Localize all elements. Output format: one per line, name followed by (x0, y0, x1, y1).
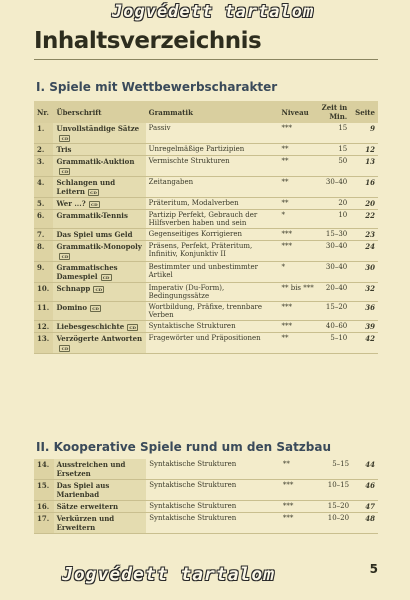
table-row (34, 333, 378, 354)
duration-text: 5–15 (332, 460, 350, 468)
page-ref-text: 9 (370, 124, 375, 133)
level (280, 459, 319, 480)
header-grammar: Grammatik (146, 101, 279, 123)
level (278, 241, 317, 262)
page-ref (350, 321, 378, 333)
page-ref (352, 459, 378, 480)
grammar-topic (146, 198, 279, 210)
duration (319, 480, 352, 501)
header-time: Zeit in Min. (317, 101, 350, 123)
page-ref-text: 13 (365, 157, 375, 166)
duration (317, 123, 350, 144)
level-text: ** (281, 178, 289, 186)
level (278, 144, 317, 156)
row-number (34, 333, 53, 354)
level (280, 501, 319, 513)
level (278, 177, 317, 198)
row-number (34, 177, 53, 198)
grammar-topic-text: Syntaktische Strukturen (149, 514, 237, 522)
grammar-topic (146, 123, 279, 144)
table-header-row (34, 101, 378, 123)
level (278, 321, 317, 333)
grammar-topic-text: Syntaktische Strukturen (148, 322, 236, 330)
contents-table-2 (34, 459, 378, 534)
duration (317, 262, 350, 283)
row-number (34, 144, 53, 156)
page-ref-text: 32 (365, 284, 375, 293)
game-title-text: Verzögerte Antworten (56, 334, 143, 343)
header-nr: Nr. (34, 101, 53, 123)
cd-icon: CD (90, 305, 101, 312)
grammar-topic-text: Wortbildung, Präfixe, trennbare Verben (148, 303, 263, 319)
game-title (53, 210, 145, 229)
page-ref (350, 144, 378, 156)
page-ref-text: 22 (365, 211, 375, 220)
duration (319, 459, 352, 480)
level-text: *** (281, 230, 292, 238)
grammar-topic-text: Präsens, Perfekt, Präteritum, Infinitiv, Konjunktiv II (148, 242, 253, 258)
row-number (34, 210, 53, 229)
table-row (34, 480, 378, 501)
level-text: *** (281, 124, 292, 132)
game-title (53, 241, 145, 262)
game-title-text: Grammatik-Monopoly (56, 242, 142, 251)
row-number-text: 16. (37, 502, 50, 511)
game-title (53, 156, 145, 177)
row-number-text: 15. (37, 481, 50, 490)
game-title-text: Das Spiel ums Geld (56, 230, 133, 239)
grammar-topic-text: Syntaktische Strukturen (149, 481, 237, 489)
duration-text: 20–40 (325, 284, 348, 292)
grammar-topic-text: Gegenseitiges Korrigieren (148, 230, 243, 238)
duration-text: 10–15 (327, 481, 350, 489)
duration-text: 15 (338, 145, 348, 153)
duration (317, 156, 350, 177)
table-row (34, 198, 378, 210)
page-ref-text: 16 (365, 178, 375, 187)
page-ref-text: 44 (365, 460, 375, 469)
cd-icon: CD (89, 201, 100, 208)
table-row (34, 302, 378, 321)
page-ref (352, 480, 378, 501)
game-title (53, 144, 145, 156)
duration-text: 15–20 (327, 502, 350, 510)
row-number-text: 17. (37, 514, 50, 523)
table-row (34, 262, 378, 283)
grammar-topic-text: Syntaktische Strukturen (149, 460, 237, 468)
page-ref-text: 12 (365, 145, 375, 154)
duration-text: 15–30 (325, 230, 348, 238)
level-text: ** (282, 460, 290, 468)
level-text: * (281, 263, 285, 271)
row-number-text: 1. (37, 124, 45, 133)
level (278, 302, 317, 321)
row-number (34, 283, 53, 302)
row-number-text: 6. (37, 211, 45, 220)
page-ref (350, 123, 378, 144)
grammar-topic (146, 333, 279, 354)
grammar-topic-text: Fragewörter und Präpositionen (148, 334, 261, 342)
game-title (53, 198, 145, 210)
game-title-text: Ausstreichen und Ersetzen (56, 460, 126, 478)
watermark-bottom: Jogvédett tartalom (62, 564, 276, 585)
duration-text: 40–60 (325, 322, 348, 330)
level (278, 123, 317, 144)
grammar-topic-text: Vermischte Strukturen (148, 157, 230, 165)
row-number (34, 302, 53, 321)
row-number (34, 229, 53, 241)
row-number (34, 123, 53, 144)
grammar-topic (146, 156, 279, 177)
cd-icon: CD (59, 253, 70, 260)
page-ref (350, 283, 378, 302)
duration-text: 5–10 (330, 334, 348, 342)
level-text: *** (281, 303, 292, 311)
grammar-topic-text: Bestimmter und unbestimmter Artikel (148, 263, 258, 279)
page-ref (350, 333, 378, 354)
grammar-topic (146, 177, 279, 198)
duration (317, 333, 350, 354)
row-number (34, 501, 54, 513)
table-row (34, 144, 378, 156)
level-text: ** (281, 334, 289, 342)
game-title-text: Wer ...? (56, 199, 86, 208)
row-number-text: 8. (37, 242, 45, 251)
page-ref (350, 229, 378, 241)
game-title-text: Grammatik-Tennis (56, 211, 128, 220)
game-title-text: Grammatisches Damespiel (56, 263, 118, 281)
page-ref (350, 177, 378, 198)
level (278, 333, 317, 354)
duration (317, 283, 350, 302)
duration-text: 30–40 (325, 178, 348, 186)
header-level: Niveau (278, 101, 317, 123)
grammar-topic (146, 459, 280, 480)
row-number (34, 198, 53, 210)
table-row (34, 241, 378, 262)
cd-icon: CD (59, 135, 70, 142)
duration-text: 15 (338, 124, 348, 132)
duration (317, 321, 350, 333)
game-title (53, 229, 145, 241)
title-rule (34, 59, 378, 60)
page-ref-text: 24 (365, 242, 375, 251)
level (278, 210, 317, 229)
duration (317, 144, 350, 156)
duration (319, 501, 352, 513)
table-row (34, 283, 378, 302)
game-title-text: Sätze erweitern (56, 502, 119, 511)
page-title: Inhaltsverzeichnis (34, 28, 262, 54)
row-number (34, 321, 53, 333)
row-number-text: 12. (37, 322, 50, 331)
duration-text: 15–20 (325, 303, 348, 311)
game-title (53, 302, 145, 321)
level (280, 513, 319, 534)
page-ref (352, 513, 378, 534)
row-number-text: 13. (37, 334, 50, 343)
grammar-topic (146, 302, 279, 321)
contents-table-1 (34, 101, 378, 354)
game-title-text: Schlangen und Leitern (56, 178, 116, 196)
game-title (53, 177, 145, 198)
level (280, 480, 319, 501)
level-text: *** (282, 514, 294, 522)
page-ref (350, 198, 378, 210)
page-ref (352, 501, 378, 513)
level-text: ** (281, 145, 289, 153)
level-text: *** (281, 322, 292, 330)
cd-icon: CD (59, 345, 70, 352)
grammar-topic (146, 283, 279, 302)
grammar-topic (146, 262, 279, 283)
watermark-top: Jogvédett tartalom (112, 2, 315, 22)
duration (319, 513, 352, 534)
game-title-text: Domino (56, 303, 88, 312)
page-ref (350, 210, 378, 229)
page-ref-text: 39 (365, 322, 375, 331)
grammar-topic-text: Imperativ (Du-Form), Bedingungssätze (148, 284, 225, 300)
level (278, 229, 317, 241)
duration-text: 10 (338, 211, 348, 219)
row-number-text: 5. (37, 199, 45, 208)
game-title (54, 459, 147, 480)
header-title: Überschrift (53, 101, 145, 123)
grammar-topic-text: Partizip Perfekt, Gebrauch der Hilfsverben haben und sein (148, 211, 258, 227)
page-ref-text: 48 (365, 514, 375, 523)
grammar-topic (146, 229, 279, 241)
row-number-text: 10. (37, 284, 50, 293)
page-ref-text: 46 (365, 481, 375, 490)
row-number (34, 156, 53, 177)
page-ref (350, 262, 378, 283)
game-title (53, 283, 145, 302)
level-text: *** (282, 502, 294, 510)
table-row (34, 321, 378, 333)
game-title (54, 501, 147, 513)
game-title-text: Tris (56, 145, 72, 154)
header-page: Seite (350, 101, 378, 123)
page-ref (350, 241, 378, 262)
row-number-text: 7. (37, 230, 45, 239)
duration-text: 50 (338, 157, 348, 165)
grammar-topic (146, 321, 279, 333)
table-row (34, 513, 378, 534)
row-number-text: 4. (37, 178, 45, 187)
game-title (53, 321, 145, 333)
page-ref (350, 156, 378, 177)
game-title-text: Schnapp (56, 284, 91, 293)
duration-text: 10–20 (327, 514, 350, 522)
game-title-text: Liebesgeschichte (56, 322, 125, 331)
game-title (53, 333, 145, 354)
row-number-text: 9. (37, 263, 45, 272)
level-text: * (281, 211, 285, 219)
cd-icon: CD (88, 189, 99, 196)
table-row (34, 229, 378, 241)
duration (317, 198, 350, 210)
duration (317, 177, 350, 198)
cd-icon: CD (93, 286, 104, 293)
level (278, 262, 317, 283)
game-title (54, 480, 147, 501)
duration (317, 210, 350, 229)
level-text: ** (281, 199, 289, 207)
cd-icon: CD (127, 324, 138, 331)
row-number (34, 262, 53, 283)
grammar-topic-text: Präteritum, Modalverben (148, 199, 239, 207)
grammar-topic-text: Zeitangaben (148, 178, 194, 186)
grammar-topic (146, 501, 280, 513)
row-number-text: 14. (37, 460, 50, 469)
page-ref (350, 302, 378, 321)
grammar-topic-text: Passiv (148, 124, 171, 132)
game-title-text: Grammatik-Auktion (56, 157, 135, 166)
grammar-topic (146, 144, 279, 156)
page-ref-text: 47 (365, 502, 375, 511)
row-number-text: 11. (37, 303, 50, 312)
level-text: ** (281, 157, 289, 165)
page-ref-text: 30 (365, 263, 375, 272)
section-2-title: II. Kooperative Spiele rund um den Satzbau (36, 440, 332, 454)
row-number (34, 513, 54, 534)
row-number (34, 480, 54, 501)
level (278, 283, 317, 302)
table-row (34, 210, 378, 229)
game-title (53, 262, 145, 283)
grammar-topic (146, 513, 280, 534)
row-number (34, 459, 54, 480)
duration (317, 241, 350, 262)
grammar-topic-text: Unregelmäßige Partizipien (148, 145, 245, 153)
table-row (34, 459, 378, 480)
level (278, 198, 317, 210)
level-text: ** bis *** (281, 284, 314, 292)
row-number-text: 2. (37, 145, 45, 154)
duration-text: 30–40 (325, 263, 348, 271)
page-ref-text: 42 (365, 334, 375, 343)
row-number (34, 241, 53, 262)
page-ref-text: 23 (365, 230, 375, 239)
game-title-text: Das Spiel aus Marienbad (56, 481, 110, 499)
duration (317, 229, 350, 241)
cd-icon: CD (59, 168, 70, 175)
section-1-title: I. Spiele mit Wettbewerbscharakter (36, 80, 278, 94)
page-number: 5 (369, 562, 378, 576)
page-ref-text: 36 (365, 303, 375, 312)
table-row (34, 156, 378, 177)
game-title (54, 513, 147, 534)
cd-icon: CD (101, 274, 112, 281)
game-title-text: Unvollständige Sätze (56, 124, 140, 133)
duration-text: 30–40 (325, 242, 348, 250)
grammar-topic (146, 480, 280, 501)
table-row (34, 177, 378, 198)
game-title (53, 123, 145, 144)
table-row (34, 123, 378, 144)
level (278, 156, 317, 177)
level-text: *** (281, 242, 292, 250)
duration-text: 20 (338, 199, 348, 207)
level-text: *** (282, 481, 294, 489)
page-ref-text: 20 (365, 199, 375, 208)
grammar-topic (146, 210, 279, 229)
duration (317, 302, 350, 321)
grammar-topic-text: Syntaktische Strukturen (149, 502, 237, 510)
grammar-topic (146, 241, 279, 262)
game-title-text: Verkürzen und Erweitern (56, 514, 115, 532)
table-row (34, 501, 378, 513)
row-number-text: 3. (37, 157, 45, 166)
